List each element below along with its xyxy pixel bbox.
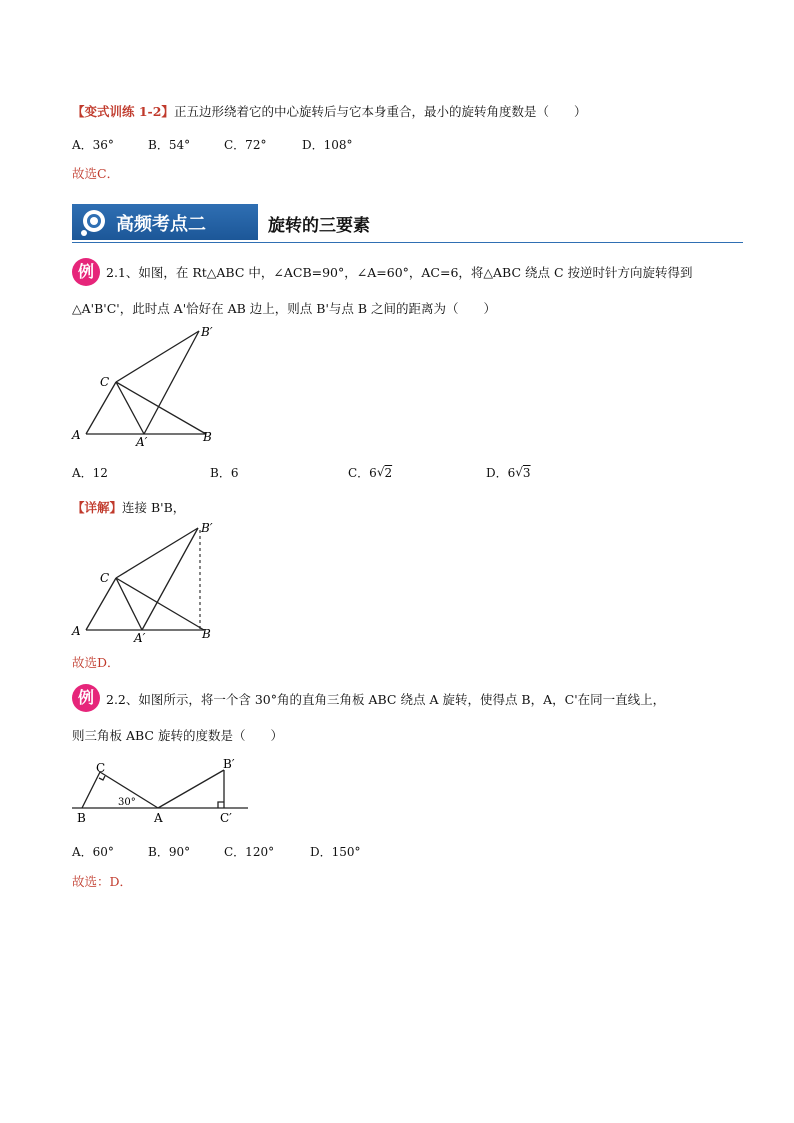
question-text: 正五边形绕着它的中心旋转后与它本身重合，最小的旋转角度数是（ ）	[173, 104, 587, 119]
label-a: A	[72, 428, 81, 442]
label-c: C	[100, 375, 110, 389]
ex2-line2: 则三角板 ABC 旋转的度数是（ ）	[72, 728, 283, 743]
label-b-prime: B′	[201, 325, 213, 339]
ex2-line1: 2.2、如图所示，将一个含 30°角的直角三角板 ABC 绕点 A 旋转，使得点 B，A，C'在同一直线上，	[106, 692, 666, 707]
option-d: D．6√3	[486, 465, 531, 480]
option-d: D．108°	[302, 138, 353, 152]
ex1-detail	[72, 500, 185, 516]
option-b: B．6	[210, 466, 239, 480]
option-a: A．36°	[72, 138, 114, 152]
label-c-prime: C′	[220, 811, 232, 825]
q1-answer: 故选C．	[72, 166, 120, 181]
ex1-line1: 2.1、如图，在 Rt△ABC 中，∠ACB=90°，∠A=60°，AC=6，将△ABC 绕点 C 按逆时针方向旋转得到	[106, 265, 693, 280]
ex1-detail-figure	[66, 520, 226, 650]
label-b-prime: B′	[201, 521, 213, 535]
label-a-prime: A′	[136, 435, 148, 449]
label-a-prime: A′	[134, 631, 146, 645]
angle-label: 30°	[118, 797, 136, 808]
example-badge: 例	[72, 258, 100, 286]
question-tag: 【变式训练 1-2】	[72, 104, 174, 119]
section-heading: 旋转的三要素	[268, 216, 370, 236]
label-c: C	[100, 571, 110, 585]
option-c: C．120°	[224, 845, 275, 859]
option-c: C．72°	[224, 138, 267, 152]
label-b-prime: B′	[223, 757, 235, 771]
detail-text: 连接 B'B，	[122, 500, 186, 515]
option-a: A．12	[72, 466, 108, 480]
ex1-answer: 故选D．	[72, 655, 120, 670]
ex1-line2: △A'B'C'，此时点 A'恰好在 AB 边上，则点 B'与点 B 之间的距离为（ ）	[72, 301, 497, 316]
ex2-answer: 故选：D．	[72, 874, 133, 889]
detail-tag: 【详解】	[72, 500, 123, 515]
label-b: B	[203, 430, 212, 444]
option-b: B．90°	[148, 845, 191, 859]
option-d: D．150°	[310, 845, 361, 859]
label-a: A	[72, 624, 81, 638]
ex2-figure	[66, 752, 256, 830]
question-1-2	[72, 104, 586, 120]
option-b: B．54°	[148, 138, 191, 152]
label-c: C	[96, 761, 106, 775]
section-divider	[72, 242, 743, 243]
ex1-figure	[66, 322, 226, 452]
section-banner	[72, 204, 258, 240]
option-a: A．60°	[72, 845, 114, 859]
section-badge-title: 高频考点二	[116, 214, 206, 235]
example-badge: 例	[72, 684, 100, 712]
option-c: C．6√2	[348, 465, 393, 480]
label-a: A	[154, 811, 163, 825]
magnifier-icon	[76, 204, 116, 240]
label-b: B	[77, 811, 86, 825]
label-b: B	[202, 627, 211, 641]
